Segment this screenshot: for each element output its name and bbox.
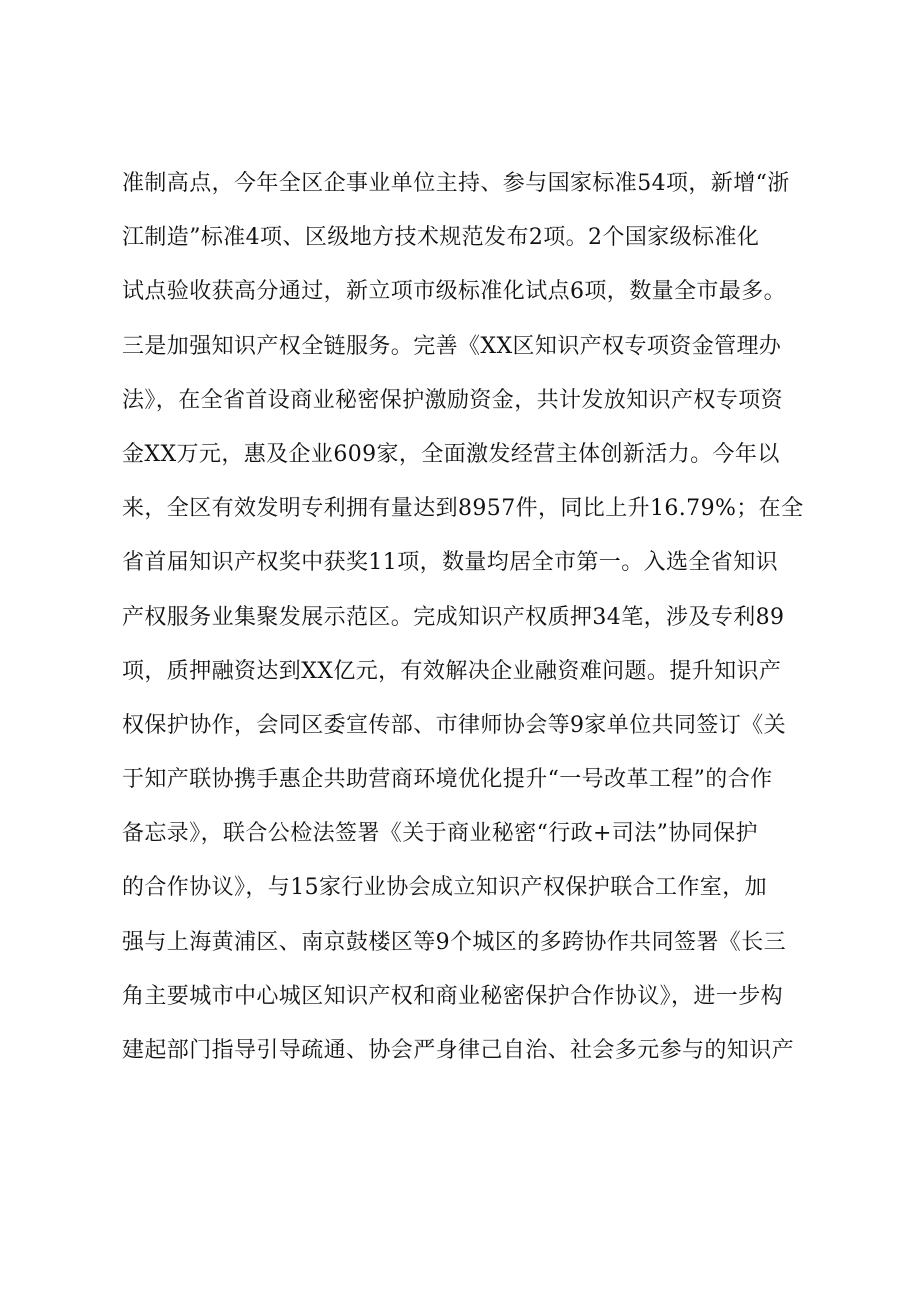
text-line: 江制造”标准4项、区级地方技术规范发布2项。2个国家级标准化 <box>122 225 760 251</box>
text-line: 强与上海黄浦区、南京鼓楼区等9个城区的多跨协作共同签署《长三 <box>122 929 786 955</box>
text-line: 备忘录》，联合公检法签署《关于商业秘密“行政+司法”协同保护 <box>122 821 758 847</box>
text-line: 省首届知识产权奖中获奖11项，数量均居全市第一。入选全省知识 <box>122 550 778 576</box>
text-line: 的合作协议》，与15家行业协会成立知识产权保护联合工作室，加 <box>122 875 767 901</box>
text-line: 于知产联协携手惠企共助营商环境优化提升“一号改革工程”的合作 <box>122 767 773 793</box>
text-line: 角主要城市中心城区知识产权和商业秘密保护合作协议》，进一步构 <box>122 983 784 1009</box>
text-line: 三是加强知识产权全链服务。完善《XX区知识产权专项资金管理办 <box>122 333 782 359</box>
text-line: 权保护协作，会同区委宣传部、市律师协会等9家单位共同签订《关 <box>122 712 786 738</box>
text-line: 法》，在全省首设商业秘密保护激励资金，共计发放知识产权专项资 <box>122 387 784 413</box>
text-line: 准制高点，今年全区企事业单位主持、参与国家标准54项，新增“浙 <box>122 171 790 196</box>
text-line: 产权服务业集聚发展示范区。完成知识产权质押34笔，涉及专利89 <box>122 604 785 630</box>
text-line: 来，全区有效发明专利拥有量达到8957件，同比上升16.79%；在全 <box>122 496 804 522</box>
text-line: 金XX万元，惠及企业609家，全面激发经营主体创新活力。今年以 <box>122 441 780 467</box>
body-paragraph <box>122 157 812 1078</box>
text-line: 建起部门指导引导疏通、协会严身律己自治、社会多元参与的知识产 <box>122 1038 795 1063</box>
text-line: 项，质押融资达到XX亿元，有效解决企业融资难问题。提升知识产 <box>122 658 782 684</box>
text-line: 试点验收获高分通过，新立项市级标准化试点6项，数量全市最多。 <box>122 279 786 305</box>
